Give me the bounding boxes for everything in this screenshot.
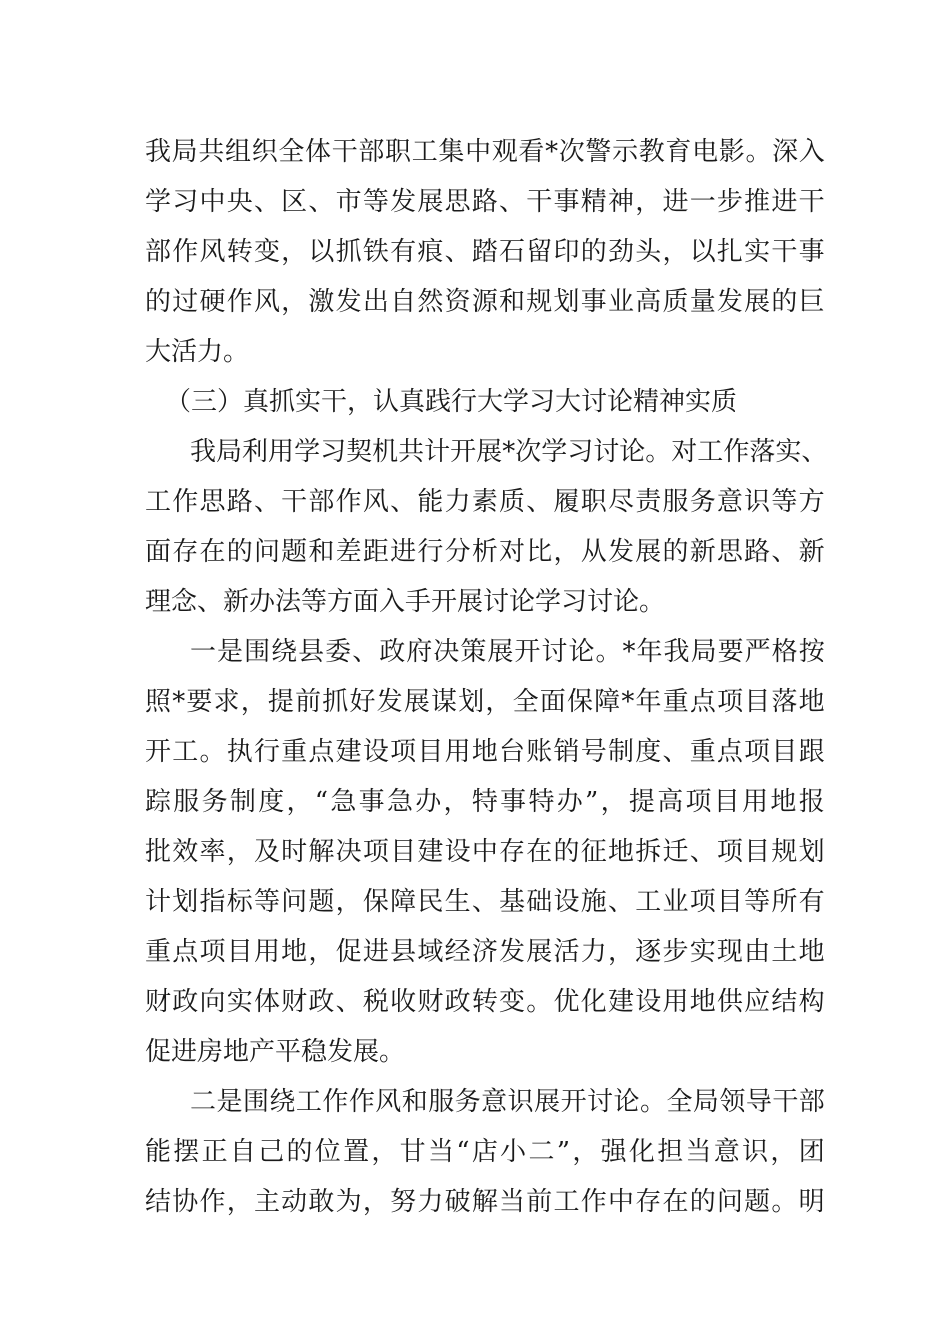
paragraph-line: 开 工 。 执 行 重 点 建 设 项 目 用 地 台 账 销 号 制 度 、 重 点 项 目 跟 <box>145 737 825 767</box>
paragraph-line: 踪 服 务 制 度 ， “ 急 事 急 办 ， 特 事 特 办 ” ， 提 高 项 目 用 地 报 <box>145 787 825 817</box>
paragraph-line: 工 作 思 路 、 干 部 作 风 、 能 力 素 质 、 履 职 尽 责 服 务 意 识 等 方 <box>145 487 825 517</box>
paragraph-line: 能 摆 正 自 己 的 位 置 ， 甘 当 “ 店 小 二 ” ， 强 化 担 当 意 识 ， 团 <box>145 1137 825 1167</box>
paragraph-line: 照 * 要 求 ， 提 前 抓 好 发 展 谋 划 ， 全 面 保 障 * 年 重 点 项 目 落 地 <box>145 687 825 717</box>
paragraph-line: 二 是 围 绕 工 作 作 风 和 服 务 意 识 展 开 讨 论 。 全 局 领 导 干 部 <box>190 1087 825 1117</box>
document-body <box>145 127 828 1227</box>
paragraph-line: 的 过 硬 作 风 ， 激 发 出 自 然 资 源 和 规 划 事 业 高 质 量 发 展 的 巨 <box>145 287 825 317</box>
paragraph-line: 理念、新办法等方面入手开展讨论学习讨论。 <box>145 587 666 617</box>
paragraph-line: 一 是 围 绕 县 委 、 政 府 决 策 展 开 讨 论 。 * 年 我 局 要 严 格 按 <box>190 637 825 667</box>
paragraph-line: 批 效 率 ， 及 时 解 决 项 目 建 设 中 存 在 的 征 地 拆 迁 、 项 目 规 划 <box>145 837 825 867</box>
paragraph-line: 学 习 中 央 、 区 、 市 等 发 展 思 路 、 干 事 精 神 ， 进 一 步 推 进 干 <box>145 187 825 217</box>
section-heading: （三）真抓实干，认真践行大学习大讨论精神实质 <box>165 387 738 417</box>
paragraph-line: 我 局 共 组 织 全 体 干 部 职 工 集 中 观 看 * 次 警 示 教 育 电 影 。 深 入 <box>145 137 825 167</box>
paragraph-line: 财 政 向 实 体 财 政 、 税 收 财 政 转 变 。 优 化 建 设 用 地 供 应 结 构 <box>145 987 825 1017</box>
paragraph-line: 面 存 在 的 问 题 和 差 距 进 行 分 析 对 比 ， 从 发 展 的 新 思 路 、 新 <box>145 537 825 567</box>
paragraph-line: 计 划 指 标 等 问 题 ， 保 障 民 生 、 基 础 设 施 、 工 业 项 目 等 所 有 <box>145 887 825 917</box>
paragraph-line: 我 局 利 用 学 习 契 机 共 计 开 展 * 次 学 习 讨 论 。 对 工 作 落 实 、 <box>190 437 828 467</box>
paragraph-line: 大活力。 <box>145 337 250 367</box>
paragraph-line: 结 协 作 ， 主 动 敢 为 ， 努 力 破 解 当 前 工 作 中 存 在 的 问 题 。 明 <box>145 1187 825 1217</box>
paragraph-line: 促进房地产平稳发展。 <box>145 1037 406 1067</box>
paragraph-line: 部 作 风 转 变 ， 以 抓 铁 有 痕 、 踏 石 留 印 的 劲 头 ， 以 扎 实 干 事 <box>145 237 825 267</box>
paragraph-line: 重 点 项 目 用 地 ， 促 进 县 域 经 济 发 展 活 力 ， 逐 步 实 现 由 土 地 <box>145 937 825 967</box>
